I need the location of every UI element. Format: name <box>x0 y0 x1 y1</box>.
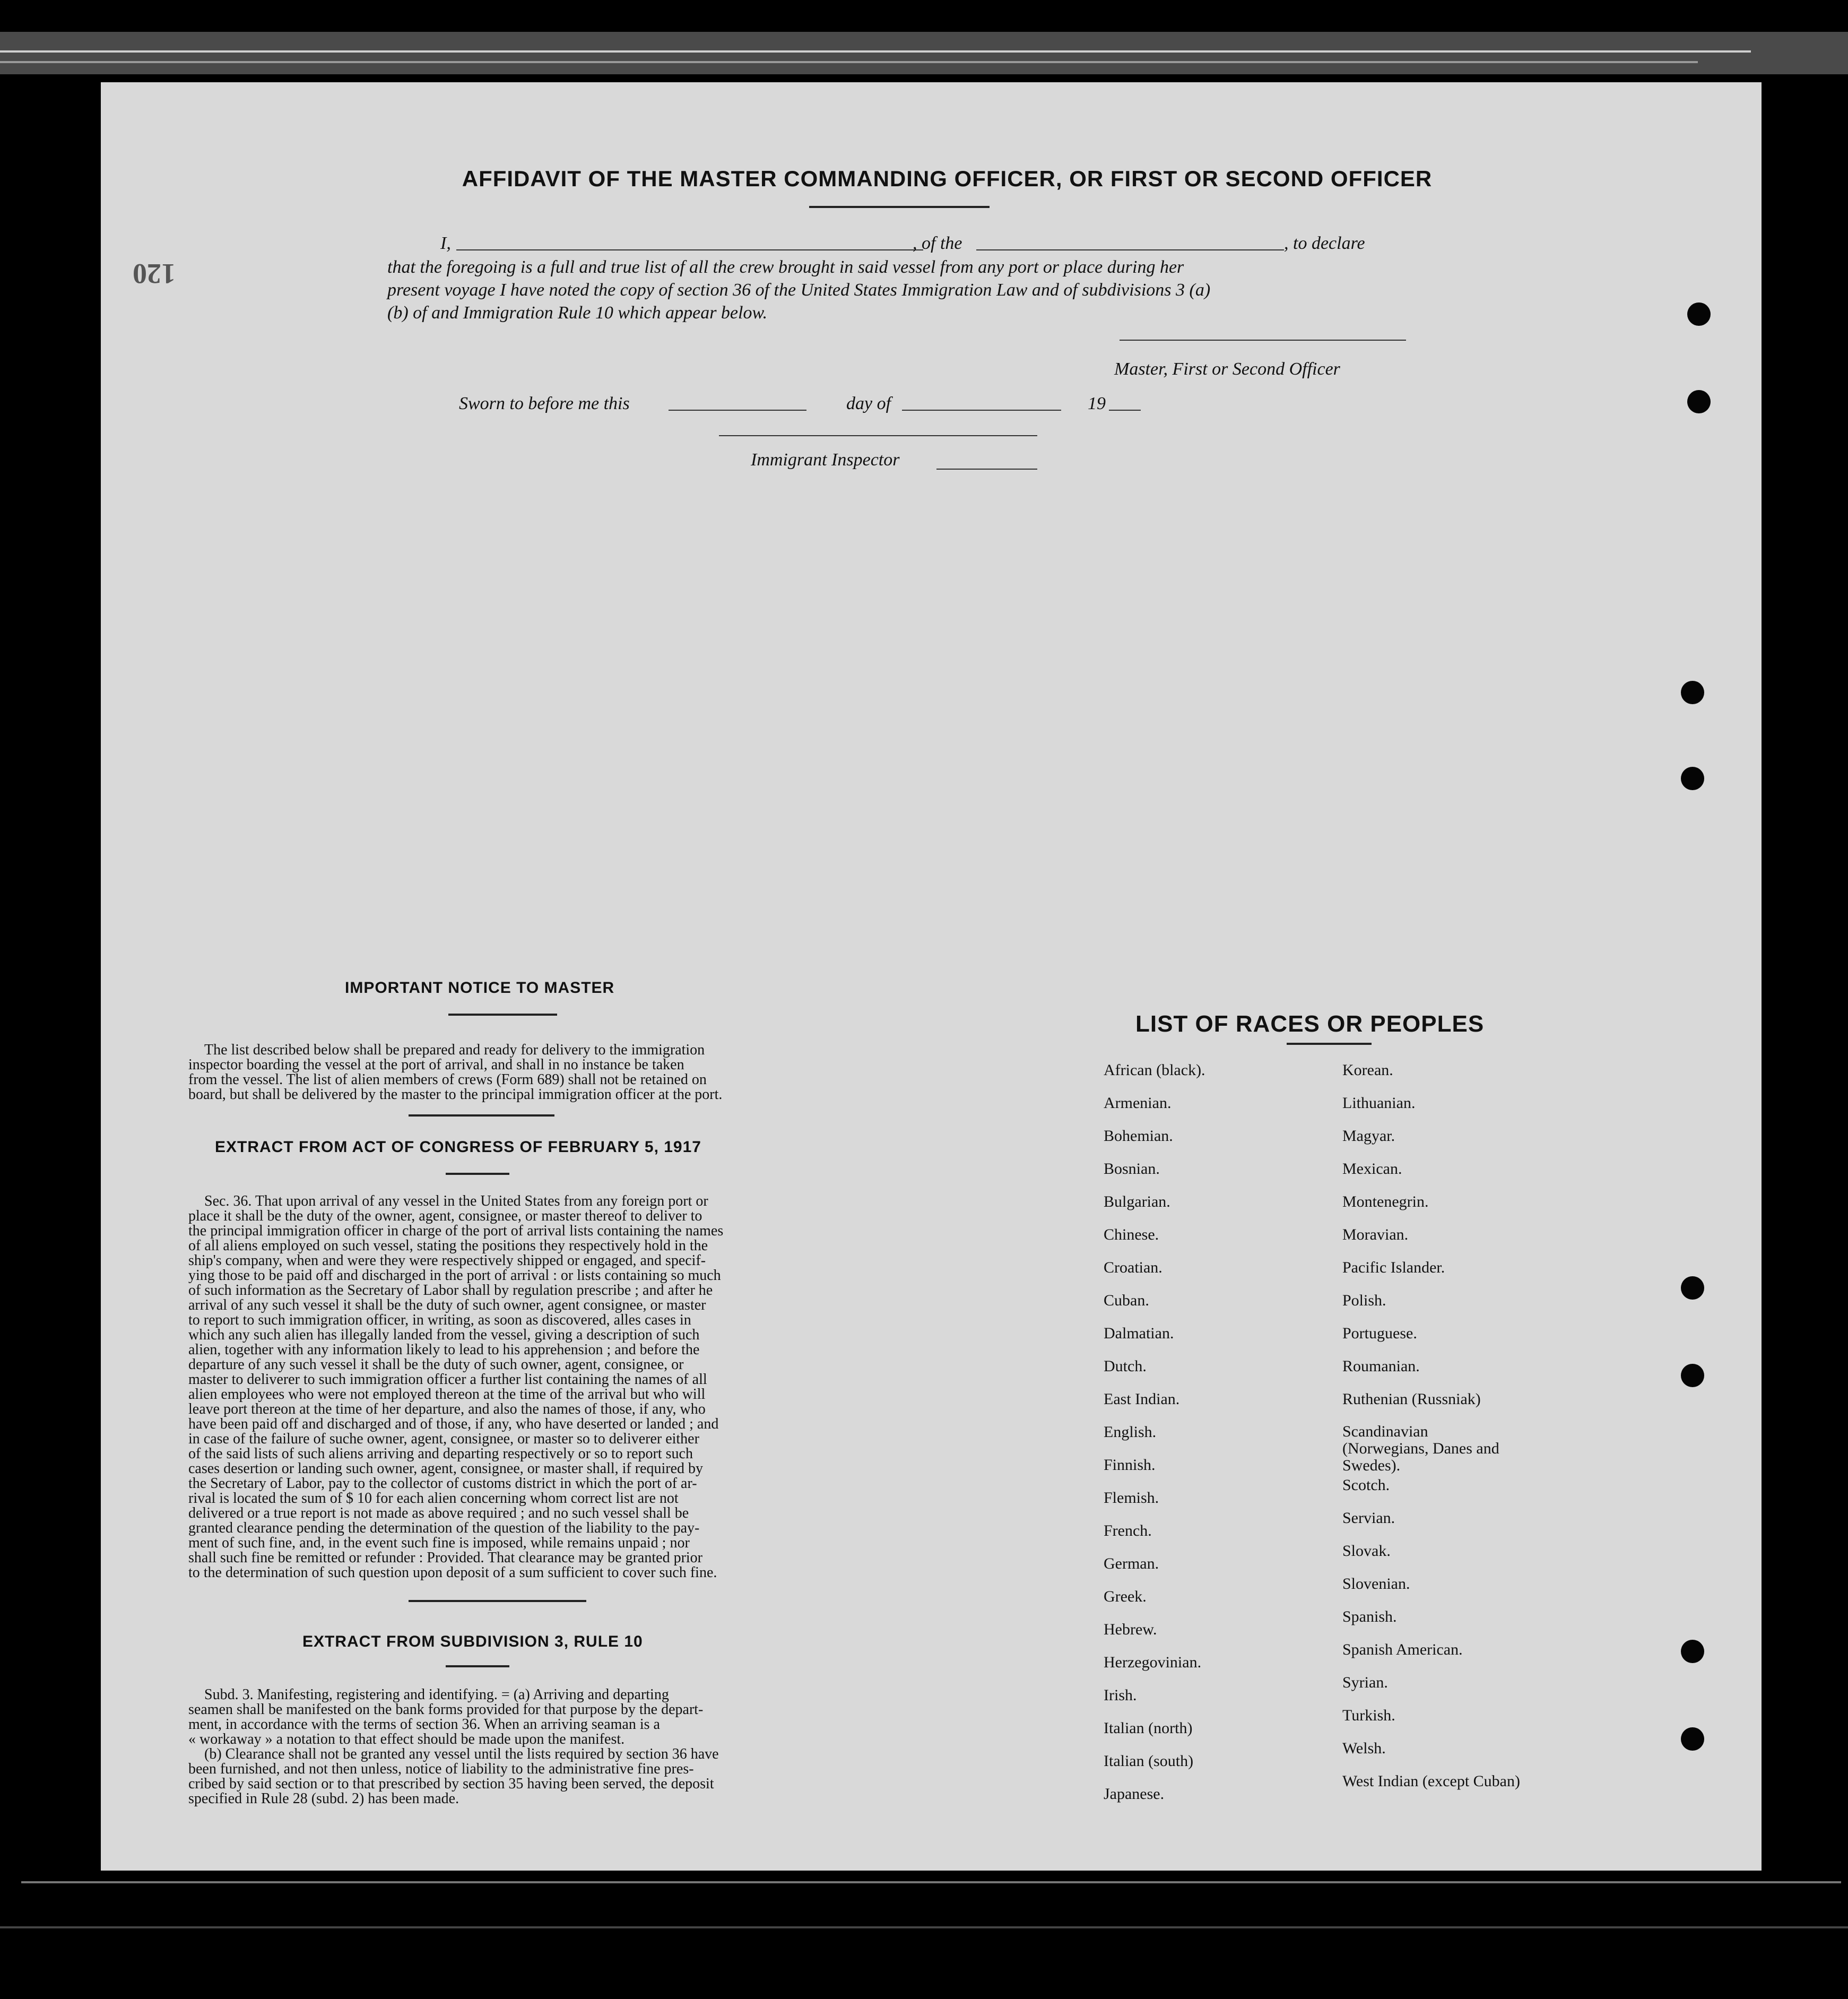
punch-hole <box>1681 767 1704 790</box>
act-line: in case of the failure of suche owner, agent, consignee, or master so to deliverer either <box>188 1431 699 1447</box>
race-item: Spanish. <box>1342 1608 1397 1625</box>
scan-top-band <box>0 32 1848 74</box>
act-line: of the said lists of such aliens arriving and departing respectively or so to report such <box>188 1446 693 1462</box>
act-line: the Secretary of Labor, pay to the collector of customs district in which the port of ar- <box>188 1475 697 1492</box>
race-item: Cuban. <box>1104 1292 1149 1309</box>
race-item: Magyar. <box>1342 1127 1395 1145</box>
race-item: East Indian. <box>1104 1390 1180 1408</box>
sworn-prefix: Sworn to before me this <box>459 394 630 413</box>
race-item: Dutch. <box>1104 1357 1147 1375</box>
race-item: Polish. <box>1342 1292 1386 1309</box>
races-title: LIST OF RACES OR PEOPLES <box>1135 1011 1485 1037</box>
sworn-month-line <box>902 410 1061 411</box>
act-rule-top <box>409 1114 554 1117</box>
punch-hole <box>1681 1640 1704 1663</box>
race-item: Bohemian. <box>1104 1127 1173 1145</box>
notice-rule <box>448 1014 557 1016</box>
act-line: the principal immigration officer in charge of the port of arrival lists containing the names <box>188 1223 724 1239</box>
act-line: alien employees who were not employed thereon at the time of the arrival but who will <box>188 1386 706 1403</box>
race-item: Pacific Islander. <box>1342 1259 1445 1276</box>
name-fill-line <box>456 249 923 250</box>
act-rule-bottom <box>446 1173 509 1175</box>
affidavit-title: AFFIDAVIT OF THE MASTER COMMANDING OFFICER, OR FIRST OR SECOND OFFICER <box>462 166 1433 191</box>
notice-line: inspector boarding the vessel at the port of arrival, and shall in no instance be taken <box>188 1057 684 1073</box>
race-item: Bulgarian. <box>1104 1193 1170 1210</box>
act-line: to the determination of such question upon deposit of a sum sufficient to cover such fine. <box>188 1564 717 1581</box>
rule-extract-rule-bottom <box>446 1665 509 1667</box>
act-line: granted clearance pending the determination of the question of the liability to the pay- <box>188 1520 700 1536</box>
rule-line: been furnished, and not then unless, notice of liability to the administrative fine pres- <box>188 1761 694 1777</box>
inspector-line <box>719 435 1037 436</box>
race-item: Slovak. <box>1342 1542 1391 1560</box>
race-item: Dalmatian. <box>1104 1325 1174 1342</box>
act-line: cases desertion or landing such owner, agent, consignee, or master shall, if required by <box>188 1460 704 1477</box>
notice-title: IMPORTANT NOTICE TO MASTER <box>345 979 615 997</box>
race-item: Finnish. <box>1104 1456 1156 1474</box>
race-item: Italian (south) <box>1104 1752 1194 1770</box>
affidavit-line-2: that the foregoing is a full and true list of all the crew brought in said vessel from any port or place during her <box>387 257 1184 277</box>
affidavit-of-the: , of the <box>913 233 962 253</box>
rule-line: Subd. 3. Manifesting, registering and identifying. = (a) Arriving and departing <box>204 1686 669 1703</box>
race-item: Slovenian. <box>1342 1575 1410 1593</box>
race-item: Ruthenian (Russniak) <box>1342 1390 1481 1408</box>
race-item: Irish. <box>1104 1686 1137 1704</box>
race-item: Croatian. <box>1104 1259 1162 1276</box>
rule-line: (b) Clearance shall not be granted any vessel until the lists required by section 36 have <box>204 1746 719 1762</box>
affidavit-line-3: present voyage I have noted the copy of section 36 of the United States Immigration Law and of subdivisions 3 (a) <box>387 280 1211 300</box>
rule-line: seamen shall be manifested on the bank forms provided for that purpose by the depart- <box>188 1701 704 1718</box>
vessel-fill-line <box>976 249 1284 250</box>
act-extract-title: EXTRACT FROM ACT OF CONGRESS OF FEBRUARY 5, 1917 <box>215 1138 701 1156</box>
race-item: Syrian. <box>1342 1674 1388 1691</box>
signature-line <box>1120 340 1406 341</box>
notice-line: The list described below shall be prepared and ready for delivery to the immigration <box>204 1042 705 1058</box>
rule-line: ment, in accordance with the terms of section 36. When an arriving seaman is a <box>188 1716 660 1733</box>
race-item: German. <box>1104 1555 1159 1572</box>
act-line: which any such alien has illegally landed from the vessel, giving a description of such <box>188 1327 700 1343</box>
punch-hole <box>1681 681 1704 704</box>
act-line: of such information as the Secretary of Labor shall by regulation prescribe ; and after he <box>188 1282 713 1299</box>
race-item: Japanese. <box>1104 1785 1165 1803</box>
race-item: Bosnian. <box>1104 1160 1160 1178</box>
act-line: have been paid off and discharged and of those, if any, who have deserted or landed ; and <box>188 1416 719 1432</box>
rule-line: « workaway » a notation to that effect should be made upon the manifest. <box>188 1731 625 1747</box>
rule-extract-title: EXTRACT FROM SUBDIVISION 3, RULE 10 <box>302 1633 643 1650</box>
race-item: Roumanian. <box>1342 1357 1420 1375</box>
punch-hole <box>1687 390 1711 413</box>
scan-line <box>21 1881 1841 1883</box>
sworn-year-line <box>1109 410 1141 411</box>
race-item: Mexican. <box>1342 1160 1402 1178</box>
race-item: Moravian. <box>1342 1226 1409 1243</box>
margin-number: 120 <box>133 258 176 290</box>
race-item: Montenegrin. <box>1342 1193 1429 1210</box>
scan-line <box>0 1926 1848 1928</box>
sworn-date-line <box>669 410 806 411</box>
notice-line: from the vessel. The list of alien members of crews (Form 689) shall not be retained on <box>188 1071 707 1088</box>
form-sheet <box>101 82 1762 1871</box>
punch-hole <box>1681 1276 1704 1300</box>
act-line: leave port thereon at the time of her departure, and also the names of those, if any, who <box>188 1401 706 1417</box>
punch-hole <box>1681 1364 1704 1387</box>
race-item: English. <box>1104 1423 1157 1441</box>
race-item: Chinese. <box>1104 1226 1159 1243</box>
act-line: shall such fine be remitted or refunder : Provided. That clearance may be granted prior <box>188 1550 702 1566</box>
rule-extract-text <box>188 1688 817 1806</box>
inspector-sign-line <box>936 469 1037 470</box>
race-item: African (black). <box>1104 1061 1205 1079</box>
act-line: ship's company, when and were they were respectively shipped or engaged, and specif- <box>188 1252 706 1269</box>
race-item: Lithuanian. <box>1342 1094 1416 1112</box>
race-item: Hebrew. <box>1104 1621 1157 1638</box>
act-line: of all aliens employed on such vessel, stating the positions they respectively hold in the <box>188 1238 708 1254</box>
race-item: Armenian. <box>1104 1094 1172 1112</box>
race-item: Portuguese. <box>1342 1325 1417 1342</box>
affidavit-i: I, <box>440 233 451 253</box>
sworn-day-of: day of <box>846 394 891 413</box>
race-item: Servian. <box>1342 1509 1395 1527</box>
race-item: Welsh. <box>1342 1740 1386 1757</box>
scan-line <box>0 50 1751 53</box>
act-line: to report to such immigration officer, in writing, as soon as discovered, alles cases in <box>188 1312 691 1328</box>
act-line: ying those to be paid off and discharged in the port of arrival : or lists containing so much <box>188 1267 721 1284</box>
race-item: Turkish. <box>1342 1707 1395 1724</box>
inspector-label: Immigrant Inspector <box>751 450 900 470</box>
act-line: departure of any such vessel it shall be the duty of such owner, agent, consignee, or <box>188 1356 684 1373</box>
affidavit-line-4: (b) of and Immigration Rule 10 which appear below. <box>387 303 768 323</box>
notice-text <box>188 1043 817 1102</box>
sworn-year: 19 <box>1088 394 1106 413</box>
race-item: Herzegovinian. <box>1104 1654 1202 1671</box>
race-item: West Indian (except Cuban) <box>1342 1772 1520 1790</box>
signature-label: Master, First or Second Officer <box>1114 359 1340 379</box>
race-item: Scandinavian (Norwegians, Danes and Swedes). <box>1342 1423 1499 1474</box>
race-item: French. <box>1104 1522 1152 1539</box>
act-extract-text <box>188 1194 817 1580</box>
act-line: Sec. 36. That upon arrival of any vessel in the United States from any foreign port or <box>204 1193 708 1209</box>
title-rule <box>809 206 990 208</box>
scan-line <box>0 61 1698 63</box>
race-item: Scotch. <box>1342 1476 1390 1494</box>
rule-extract-rule-top <box>409 1600 586 1602</box>
punch-hole <box>1681 1727 1704 1751</box>
races-rule <box>1287 1043 1372 1045</box>
act-line: rival is located the sum of $ 10 for each alien concerning whom correct list are not <box>188 1490 679 1507</box>
race-item: Korean. <box>1342 1061 1393 1079</box>
punch-hole <box>1687 302 1711 326</box>
race-item: Flemish. <box>1104 1489 1159 1507</box>
act-line: ment of such fine, and, in the event such fine is imposed, while remains unpaid ; nor <box>188 1535 690 1551</box>
rule-line: specified in Rule 28 (subd. 2) has been made. <box>188 1790 459 1807</box>
act-line: arrival of any such vessel it shall be the duty of such owner, agent consignee, or master <box>188 1297 706 1313</box>
act-line: place it shall be the duty of the owner, agent, consignee, or master thereof to deliver to <box>188 1208 702 1224</box>
act-line: alien, together with any information likely to lead to his apprehension ; and before the <box>188 1342 700 1358</box>
act-line: master to deliverer to such immigration officer a further list containing the names of all <box>188 1371 707 1388</box>
rule-line: cribed by said section or to that prescribed by section 35 having been served, the deposit <box>188 1776 714 1792</box>
notice-line: board, but shall be delivered by the master to the principal immigration officer at the port. <box>188 1086 723 1103</box>
race-item: Greek. <box>1104 1588 1147 1605</box>
race-item: Spanish American. <box>1342 1641 1463 1658</box>
document-page <box>101 82 1762 1871</box>
act-line: delivered or a true report is not made as above required ; and no such vessel shall be <box>188 1505 689 1521</box>
affidavit-to-declare: , to declare <box>1284 233 1365 253</box>
race-item: Italian (north) <box>1104 1719 1193 1737</box>
